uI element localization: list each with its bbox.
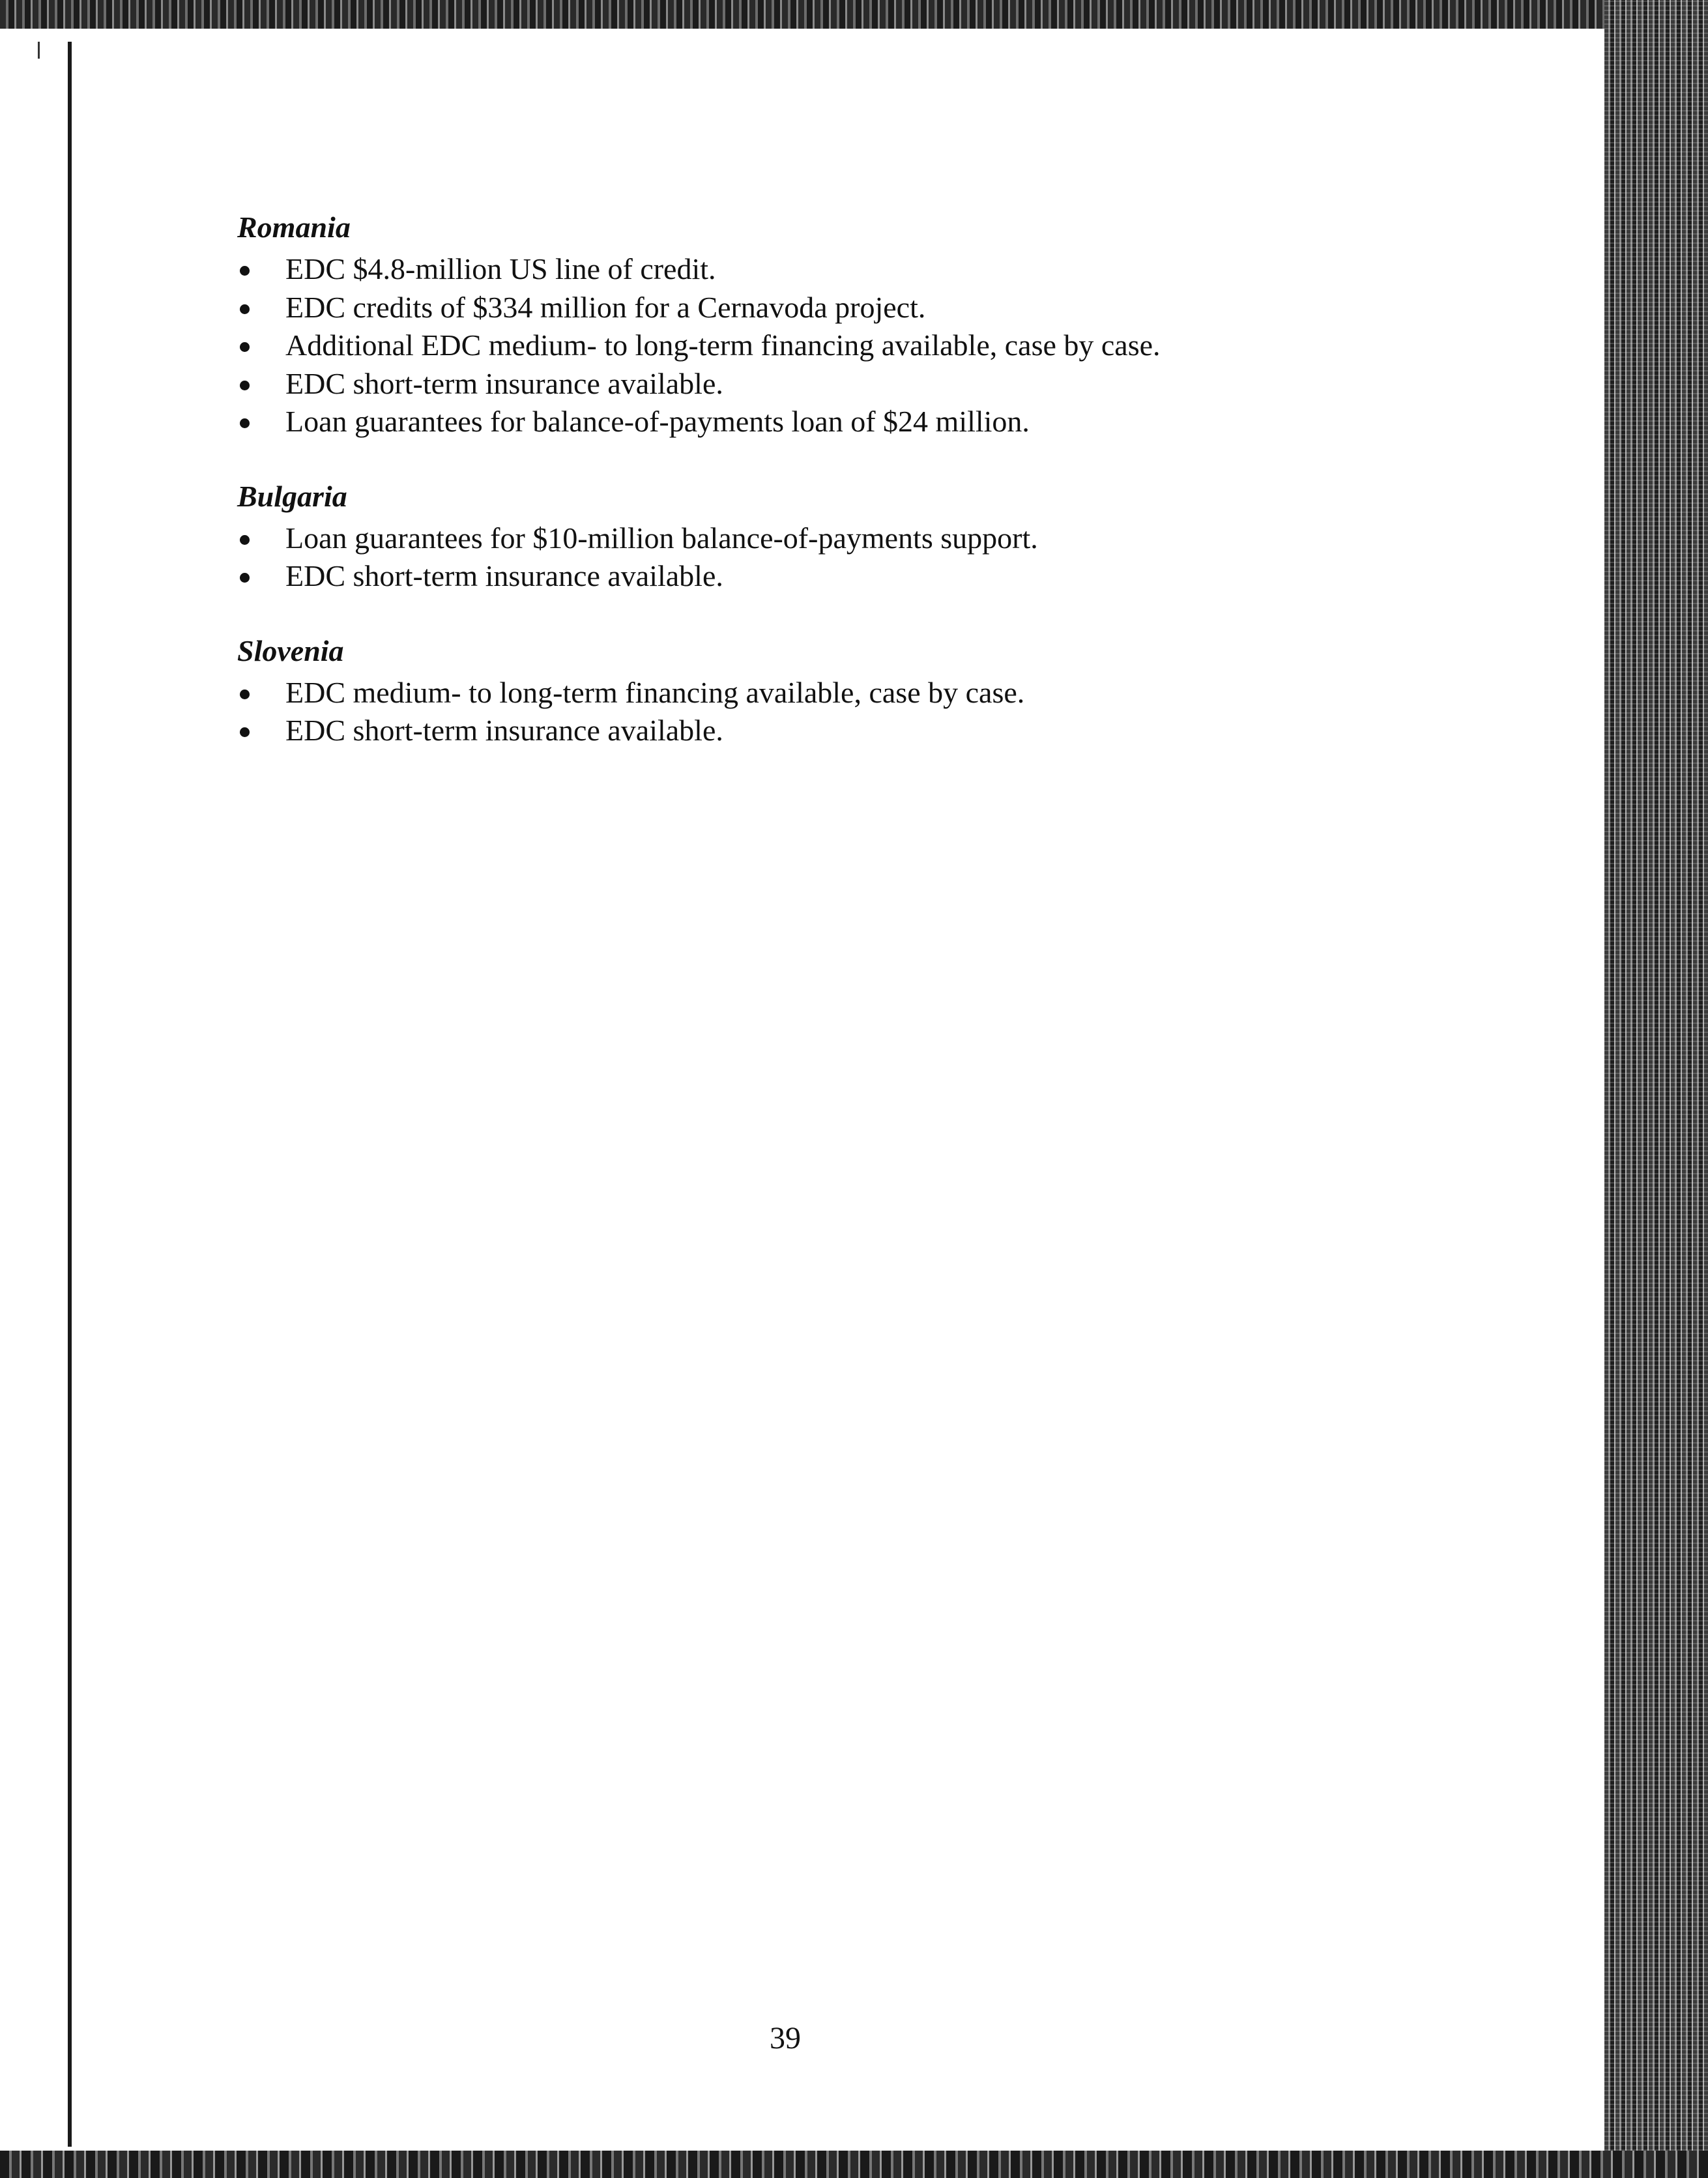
list-item-text: Loan guarantees for $10-million balance-of-payments support.: [285, 521, 1038, 555]
bullet-icon: [240, 381, 250, 390]
bullet-list: [237, 250, 1345, 441]
list-item-text: EDC short-term insurance available.: [285, 559, 723, 592]
list-item: [237, 519, 1345, 558]
section-slovenia: [237, 631, 1345, 750]
list-item: [237, 557, 1345, 596]
bullet-list: [237, 674, 1345, 750]
bullet-icon: [240, 535, 250, 545]
bullet-icon: [240, 418, 250, 428]
list-item: [237, 289, 1345, 327]
list-item-text: EDC medium- to long-term financing available, case by case.: [285, 675, 1025, 709]
list-item: [237, 674, 1345, 712]
list-item: [237, 365, 1345, 403]
list-item: [237, 250, 1345, 289]
section-heading: Romania: [237, 211, 351, 244]
page-number: 39: [770, 2021, 801, 2055]
list-item: [237, 403, 1345, 441]
bullet-list: [237, 519, 1345, 596]
list-item-text: EDC short-term insurance available.: [285, 366, 723, 400]
list-item-text: EDC short-term insurance available.: [285, 714, 723, 747]
scan-right-edge: [1604, 0, 1708, 2178]
document-body: [237, 207, 1345, 785]
bullet-icon: [240, 573, 250, 583]
bullet-icon: [240, 727, 250, 737]
list-item-text: EDC credits of $334 million for a Cernavoda project.: [285, 290, 926, 324]
scan-top-edge: [0, 0, 1708, 29]
list-item-text: Loan guarantees for balance-of-payments loan of $24 million.: [285, 405, 1030, 438]
bullet-icon: [240, 304, 250, 314]
scan-bottom-edge: [0, 2151, 1708, 2178]
section-heading: Bulgaria: [237, 479, 347, 513]
section-bulgaria: [237, 476, 1345, 596]
scan-mark: [38, 42, 40, 59]
list-item-text: EDC $4.8-million US line of credit.: [285, 252, 716, 285]
binding-rule: [68, 42, 72, 2147]
list-item: [237, 327, 1345, 365]
list-item-text: Additional EDC medium- to long-term financing available, case by case.: [285, 328, 1161, 362]
section-romania: [237, 207, 1345, 441]
list-item: [237, 712, 1345, 750]
section-heading: Slovenia: [237, 633, 344, 667]
bullet-icon: [240, 266, 250, 276]
bullet-icon: [240, 690, 250, 699]
bullet-icon: [240, 342, 250, 352]
